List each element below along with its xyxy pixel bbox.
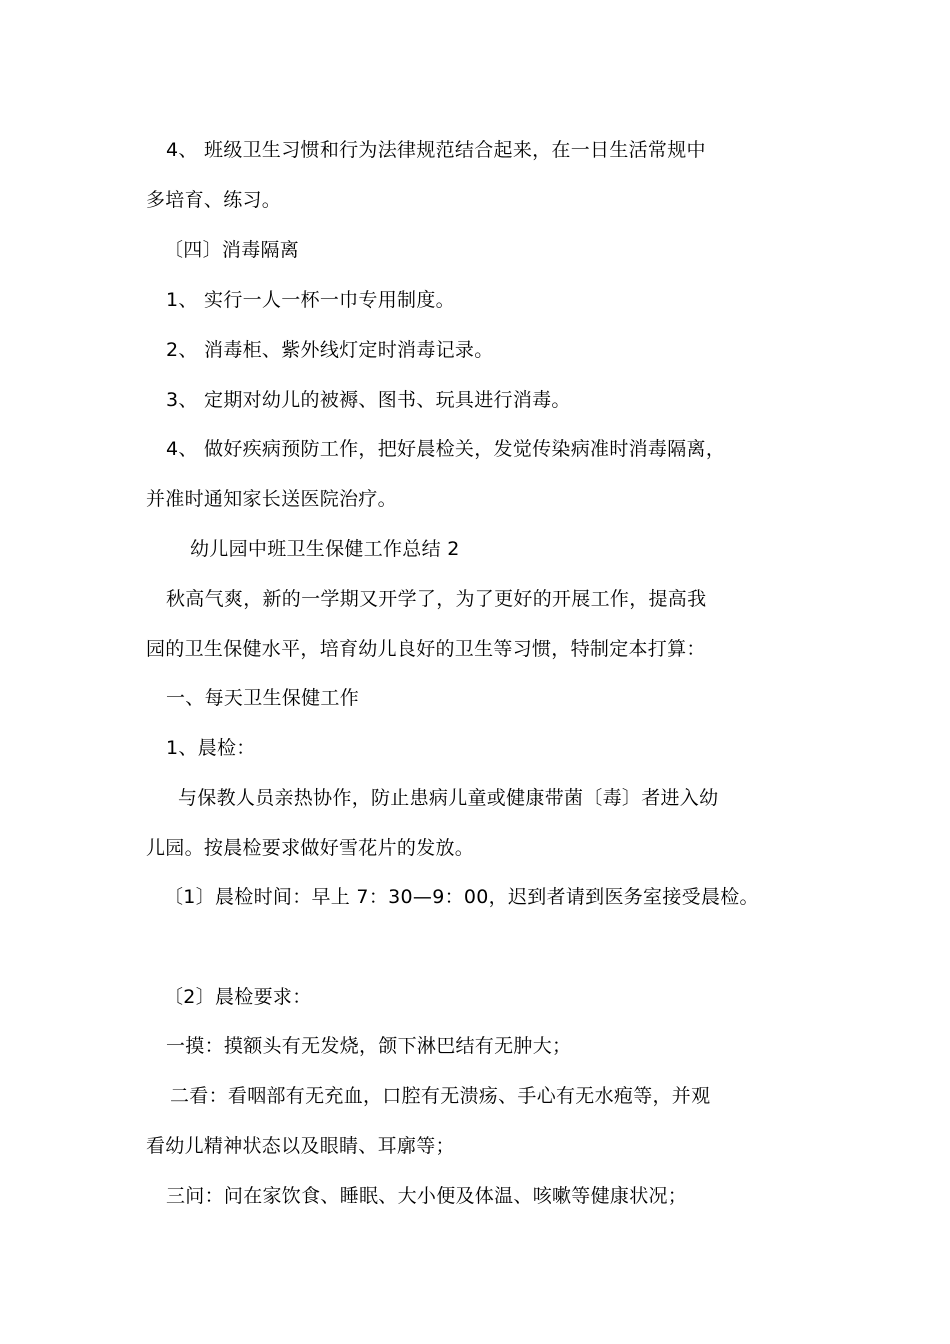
text-line: 〔1〕晨检时间：早上 7：30—9：00，迟到者请到医务室接受晨检。 [164, 886, 759, 908]
text-line: 3、 定期对幼儿的被褥、图书、玩具进行消毒。 [166, 389, 571, 411]
text-line: 三问：问在家饮食、睡眠、大小便及体温、咳嗽等健康状况； [166, 1185, 688, 1207]
text-line: 秋高气爽，新的一学期又开学了，为了更好的开展工作，提高我 [166, 588, 707, 610]
text-line: 多培育、练习。 [146, 189, 282, 211]
section-heading: 一、每天卫生保健工作 [166, 687, 360, 709]
subsection-heading: 1、晨检： [166, 737, 256, 759]
text-line: 与保教人员亲热协作，防止患病儿童或健康带菌〔毒〕者进入幼 [178, 787, 719, 809]
text-line: 并准时通知家长送医院治疗。 [146, 488, 397, 510]
section-heading: 〔四〕消毒隔离 [164, 239, 300, 261]
document-title: 幼儿园中班卫生保健工作总结 2 [190, 538, 460, 560]
text-line: 2、 消毒柜、紫外线灯定时消毒记录。 [166, 339, 494, 361]
text-line: 看幼儿精神状态以及眼睛、耳廓等； [146, 1135, 455, 1157]
text-line: 二看：看咽部有无充血，口腔有无溃疡、手心有无水疱等，并观 [170, 1085, 711, 1107]
text-line: 园的卫生保健水平，培育幼儿良好的卫生等习惯，特制定本打算： [146, 638, 706, 660]
text-line: 儿园。按晨检要求做好雪花片的发放。 [146, 837, 475, 859]
text-line: 4、 做好疾病预防工作，把好晨检关，发觉传染病准时消毒隔离， [166, 438, 726, 460]
text-line: 4、 班级卫生习惯和行为法律规范结合起来，在一日生活常规中 [166, 139, 706, 161]
text-line: 一摸：摸额头有无发烧，颌下淋巴结有无肿大； [166, 1035, 572, 1057]
text-line: 〔2〕晨检要求： [164, 986, 312, 1008]
text-line: 1、 实行一人一杯一巾专用制度。 [166, 289, 455, 311]
